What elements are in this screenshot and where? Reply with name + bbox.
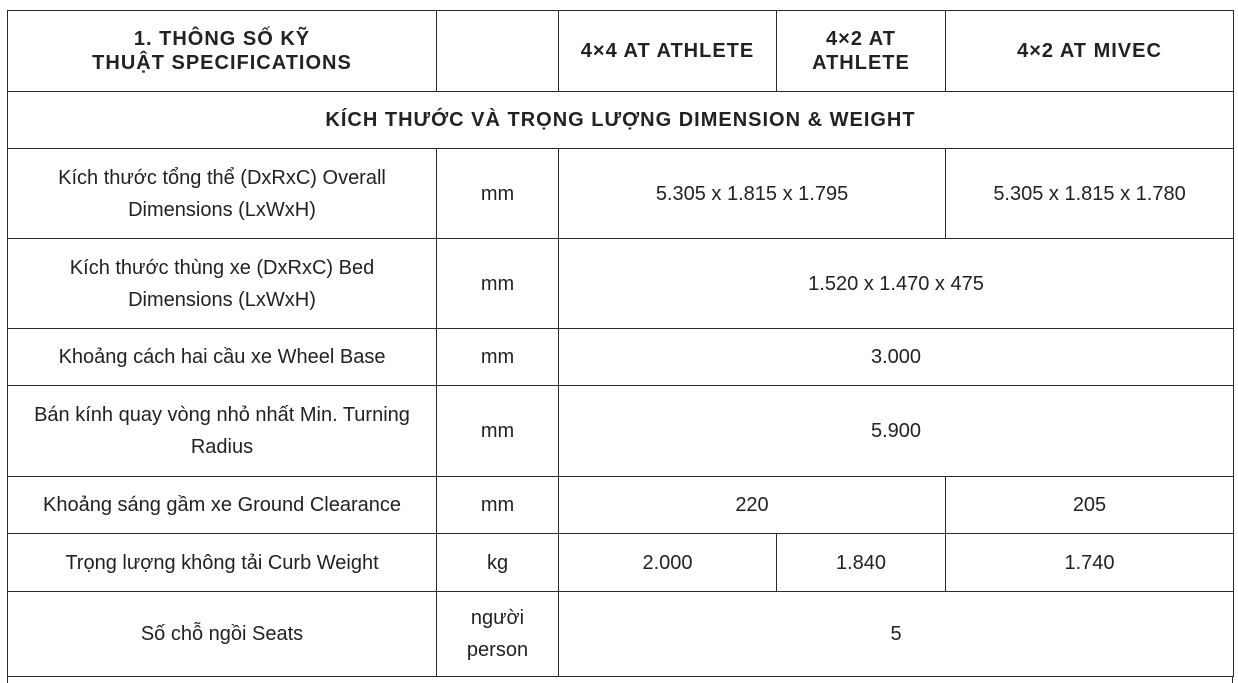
row-label xyxy=(8,386,437,477)
table-row xyxy=(8,329,1234,386)
row-value-4x4-athlete: 2.000 xyxy=(559,534,777,592)
table-header-row xyxy=(8,11,1234,92)
row-value-all: 5 xyxy=(559,592,1234,677)
col-header-4x2-mivec: 4×2 AT MIVEC xyxy=(946,11,1234,92)
table-row xyxy=(8,592,1234,677)
row-label-line1: Kích thước thùng xe (DxRxC) Bed xyxy=(69,256,375,279)
spec-title-cell xyxy=(8,11,437,92)
row-label: Khoảng sáng gầm xe Ground Clearance xyxy=(8,477,437,534)
col-header-4x4-athlete: 4×4 AT ATHLETE xyxy=(559,11,777,92)
section-title: KÍCH THƯỚC VÀ TRỌNG LƯỢNG DIMENSION & WEIGHT xyxy=(8,92,1234,149)
row-label-line2: Radius xyxy=(190,436,254,458)
row-unit-line2: person xyxy=(466,639,529,661)
col-header-4x2-athlete-line2: ATHLETE xyxy=(812,52,910,74)
table-row xyxy=(8,239,1234,329)
unit-header-cell xyxy=(437,11,559,92)
row-value-mivec: 205 xyxy=(946,477,1234,534)
row-label-line1: Kích thước tổng thể (DxRxC) Overall xyxy=(58,166,386,189)
col-header-4x2-athlete-line1: 4×2 AT xyxy=(826,28,896,50)
section-row xyxy=(8,92,1234,149)
table-row xyxy=(8,477,1234,534)
specifications-table xyxy=(7,10,1234,677)
row-value-all: 5.900 xyxy=(559,386,1234,477)
table-row xyxy=(8,386,1234,477)
row-value-all: 1.520 x 1.470 x 475 xyxy=(559,239,1234,329)
spec-title-line1: 1. THÔNG SỐ KỸ xyxy=(133,28,311,50)
row-label: Trọng lượng không tải Curb Weight xyxy=(8,534,437,592)
row-value-mivec: 5.305 x 1.815 x 1.780 xyxy=(946,149,1234,239)
row-unit-line1: người xyxy=(470,607,525,629)
row-unit: kg xyxy=(437,534,559,592)
table-row xyxy=(8,534,1234,592)
row-value-athlete: 5.305 x 1.815 x 1.795 xyxy=(559,149,946,239)
row-value-4x2-athlete: 1.840 xyxy=(777,534,946,592)
col-header-4x2-athlete xyxy=(777,11,946,92)
next-row-edge xyxy=(7,676,1233,683)
row-label xyxy=(8,149,437,239)
spec-title-line2: THUẬT SPECIFICATIONS xyxy=(92,52,352,74)
row-label: Số chỗ ngồi Seats xyxy=(8,592,437,677)
table-row xyxy=(8,149,1234,239)
row-value-athlete: 220 xyxy=(559,477,946,534)
row-label-line1: Bán kính quay vòng nhỏ nhất Min. Turning xyxy=(34,404,410,426)
row-label xyxy=(8,239,437,329)
row-unit xyxy=(437,592,559,677)
row-label: Khoảng cách hai cầu xe Wheel Base xyxy=(8,329,437,386)
row-unit: mm xyxy=(437,477,559,534)
row-unit: mm xyxy=(437,149,559,239)
row-label-line2: Dimensions (LxWxH) xyxy=(128,288,316,311)
row-unit: mm xyxy=(437,329,559,386)
row-value-all: 3.000 xyxy=(559,329,1234,386)
row-value-4x2-mivec: 1.740 xyxy=(946,534,1234,592)
row-unit: mm xyxy=(437,239,559,329)
row-label-line2: Dimensions (LxWxH) xyxy=(128,198,316,221)
row-unit: mm xyxy=(437,386,559,477)
